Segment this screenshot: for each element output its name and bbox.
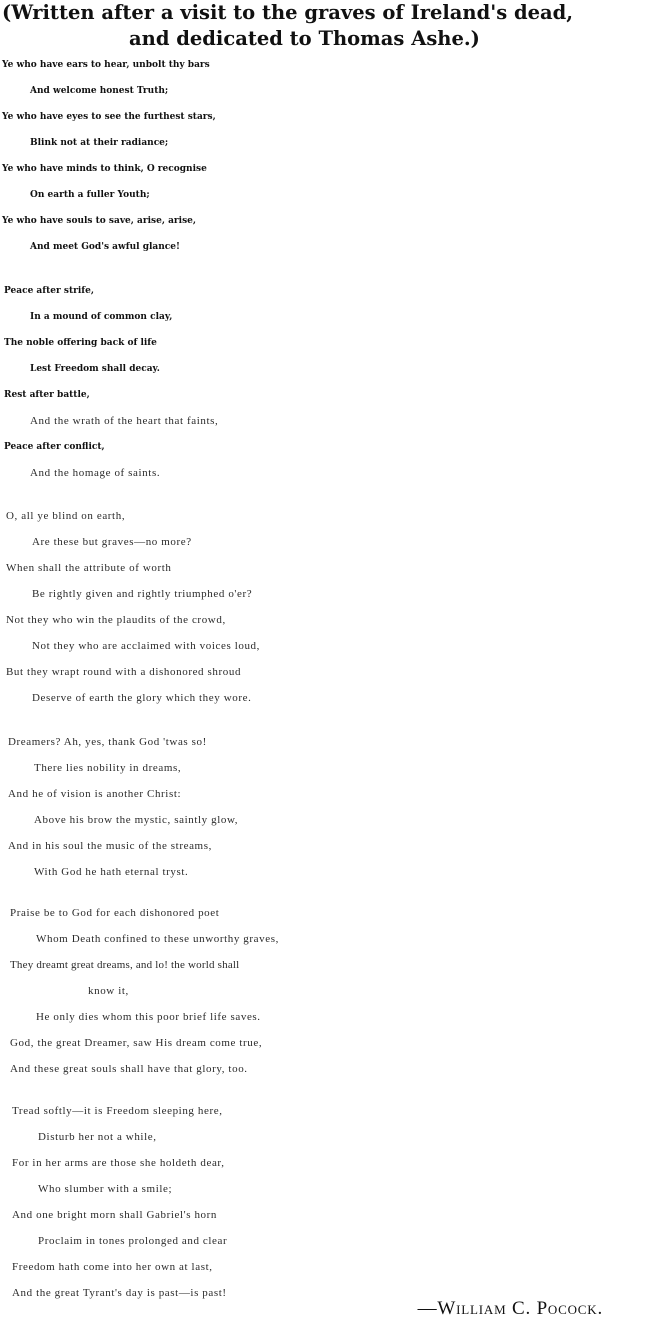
author-name: William C. Pocock. — [437, 1298, 603, 1319]
header-line-1: (Written after a visit to the graves of Ireland's dead, — [2, 1, 574, 24]
poem-line: Deserve of earth the glory which they wore. — [32, 692, 252, 704]
poem-line: And the great Tyrant's day is past—is past! — [12, 1287, 227, 1299]
poem-line: And the homage of saints. — [30, 467, 161, 479]
poem-line: Rest after battle, — [4, 390, 90, 400]
poem-line: Who slumber with a smile; — [38, 1183, 173, 1195]
poem-line: When shall the attribute of worth — [6, 562, 172, 574]
poem-line: Tread softly—it is Freedom sleeping here, — [12, 1105, 223, 1117]
stanza-4 — [0, 729, 651, 885]
poem-line: But they wrapt round with a dishonored shroud — [6, 666, 242, 678]
stanza-5 — [0, 900, 651, 1082]
stanza-6 — [0, 1098, 651, 1306]
poem-line: Not they who are acclaimed with voices loud, — [32, 640, 261, 652]
poem-line: Are these but graves—no more? — [32, 536, 192, 548]
poem-line: And welcome honest Truth; — [30, 86, 169, 96]
poem-line: Ye who have souls to save, arise, arise, — [2, 216, 197, 226]
poem-line: Not they who win the plaudits of the crowd, — [6, 614, 226, 626]
poem-line: Ye who have ears to hear, unbolt thy bars — [2, 60, 210, 70]
poem-line: On earth a fuller Youth; — [30, 190, 150, 200]
poem-line: Peace after conflict, — [4, 442, 105, 452]
poem-line: And in his soul the music of the streams, — [8, 840, 212, 852]
poem-line: Lest Freedom shall decay. — [30, 364, 160, 374]
stanza-1 — [0, 52, 651, 260]
poem-line: Freedom hath come into her own at last, — [12, 1261, 213, 1273]
poem-line: Whom Death confined to these unworthy graves, — [36, 933, 279, 945]
poem-line: O, all ye blind on earth, — [6, 510, 126, 522]
stanza-2 — [0, 278, 651, 486]
poem-line: Proclaim in tones prolonged and clear — [38, 1235, 228, 1247]
poem-line: know it, — [88, 985, 129, 997]
poem-line: And these great souls shall have that glory, too. — [10, 1063, 248, 1075]
poem-line: The noble offering back of life — [4, 338, 157, 348]
poem-line: Be rightly given and rightly triumphed o'er? — [32, 588, 253, 600]
poem-line: And one bright morn shall Gabriel's horn — [12, 1209, 218, 1221]
poem-line: Disturb her not a while, — [38, 1131, 157, 1143]
poem-line: Praise be to God for each dishonored poet — [10, 907, 220, 919]
poem-line: In a mound of common clay, — [30, 312, 173, 322]
poem-line: God, the great Dreamer, saw His dream come true, — [10, 1037, 263, 1049]
stanza-3 — [0, 503, 651, 711]
poem-line: With God he hath eternal tryst. — [34, 866, 189, 878]
poem-line: Peace after strife, — [4, 286, 94, 296]
poem-line: Ye who have minds to think, O recognise — [2, 164, 207, 174]
signature-dash: — — [417, 1298, 438, 1319]
poem-line: There lies nobility in dreams, — [34, 762, 182, 774]
author-signature — [418, 1296, 603, 1322]
poem-line: Ye who have eyes to see the furthest stars, — [2, 112, 216, 122]
poem-line: Above his brow the mystic, saintly glow, — [34, 814, 239, 826]
poem-line: He only dies whom this poor brief life saves. — [36, 1011, 261, 1023]
poem-line: And meet God's awful glance! — [30, 242, 180, 252]
poem-line: And he of vision is another Christ: — [8, 788, 182, 800]
poem-line: For in her arms are those she holdeth dear, — [12, 1157, 225, 1169]
poem-line: Blink not at their radiance; — [30, 138, 169, 148]
poem-line: And the wrath of the heart that faints, — [30, 415, 219, 427]
poem-line: Dreamers? Ah, yes, thank God 'twas so! — [8, 736, 207, 748]
header-line-2: and dedicated to Thomas Ashe.) — [129, 27, 480, 50]
poem-line: They dreamt great dreams, and lo! the world shall — [10, 959, 240, 971]
